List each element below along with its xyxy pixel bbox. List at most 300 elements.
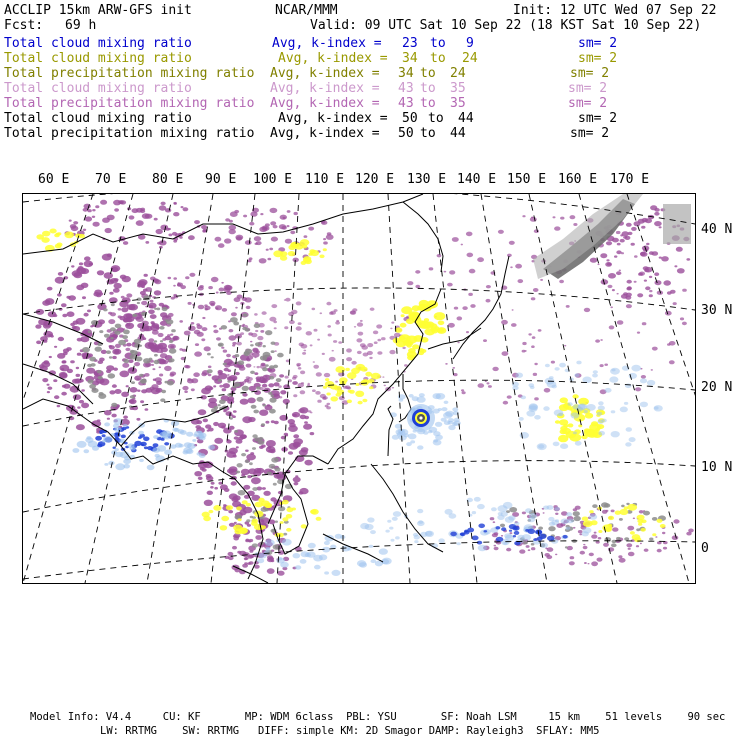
cloud-blob [134, 339, 141, 344]
cloud-blob [425, 531, 434, 537]
cloud-blob [640, 543, 642, 544]
cloud-blob [223, 383, 230, 388]
cloud-blob [121, 435, 126, 439]
cloud-blob [159, 366, 162, 368]
cloud-blob [84, 313, 89, 317]
cloud-blob [121, 296, 125, 299]
cloud-blob [657, 549, 662, 553]
cloud-blob [612, 527, 618, 531]
cloud-blob [303, 257, 311, 262]
cloud-blob [466, 232, 473, 237]
cloud-blob [145, 408, 149, 411]
cloud-blob [369, 386, 373, 389]
cloud-blob [199, 453, 206, 458]
cloud-blob [490, 517, 495, 520]
cloud-blob [243, 485, 250, 490]
cloud-blob [97, 270, 104, 275]
cloud-blob [391, 322, 394, 324]
cloud-blob [654, 208, 659, 212]
legend-k2: 24 [462, 51, 478, 66]
init-time: Init: 12 UTC Wed 07 Sep 22 [513, 3, 717, 18]
cloud-blob [509, 530, 512, 532]
cloud-blob [93, 222, 100, 227]
cloud-blob [70, 323, 75, 326]
cloud-blob [273, 321, 277, 324]
cloud-blob [299, 449, 308, 455]
cloud-blob [627, 504, 637, 511]
cloud-blob [221, 282, 224, 284]
cloud-blob [229, 329, 234, 332]
cloud-blob [123, 330, 130, 335]
cloud-blob [171, 329, 176, 332]
cloud-blob [252, 516, 256, 519]
cloud-blob [410, 440, 415, 443]
cloud-blob [208, 428, 214, 432]
cloud-blob [332, 570, 341, 576]
cloud-blob [83, 229, 86, 231]
cloud-blob [607, 263, 611, 266]
legend-k1: 50 [402, 111, 418, 126]
cloud-blob [76, 424, 85, 430]
cloud-blob [293, 477, 301, 483]
cloud-blob [620, 239, 625, 243]
cloud-blob [42, 378, 48, 382]
cloud-blob [287, 210, 291, 213]
cloud-blob [141, 301, 147, 305]
cloud-blob [153, 435, 159, 439]
cloud-blob [686, 258, 690, 261]
cloud-blob [568, 423, 574, 427]
cloud-blob [358, 401, 363, 405]
cloud-blob [575, 506, 581, 510]
cloud-blob [259, 410, 268, 416]
cloud-blob [400, 323, 407, 328]
cloud-blob [144, 274, 148, 277]
cloud-blob [154, 340, 157, 342]
cloud-blob [275, 521, 278, 523]
cloud-blob [219, 385, 223, 388]
cloud-blob [282, 517, 288, 521]
cloud-blob [265, 503, 272, 508]
cloud-blob [560, 443, 568, 449]
cloud-blob [674, 265, 677, 267]
cloud-blob [573, 404, 581, 409]
cloud-blob [456, 542, 460, 545]
cloud-blob [256, 386, 261, 389]
cloud-blob [139, 374, 143, 377]
coastline [403, 202, 443, 272]
lon-label: 100 E [253, 172, 293, 187]
cloud-blob [573, 527, 576, 529]
cloud-blob [81, 283, 89, 288]
legend-field: Total cloud mixing ratio [4, 81, 192, 96]
cloud-blob [602, 510, 608, 514]
cloud-blob [78, 266, 84, 270]
cloud-blob [298, 409, 305, 414]
cloud-blob [118, 340, 126, 346]
legend-sm: sm= 2 [578, 51, 618, 66]
cloud-blob [554, 226, 560, 230]
cloud-blob [424, 318, 429, 322]
cloud-blob [58, 337, 64, 341]
legend-sm: sm= 2 [578, 111, 618, 126]
cloud-blob [682, 322, 687, 326]
cloud-blob [549, 522, 555, 526]
cloud-blob [95, 436, 102, 441]
cloud-blob [255, 342, 261, 346]
cloud-blob [486, 299, 491, 303]
cloud-blob [663, 547, 667, 550]
cloud-blob [160, 351, 163, 353]
cloud-blob [250, 341, 252, 343]
cloud-blob [310, 432, 315, 435]
legend-k2: 35 [450, 81, 466, 96]
cloud-blob [160, 340, 163, 342]
cloud-blob [315, 391, 320, 395]
cloud-blob [477, 257, 484, 262]
cloud-blob [168, 234, 172, 237]
cloud-blob [512, 526, 519, 531]
legend-avg: Avg, k-index = [270, 66, 380, 81]
cloud-blob [462, 306, 467, 310]
cloud-blob [532, 336, 536, 339]
cloud-blob [461, 244, 463, 246]
cloud-blob [568, 402, 573, 406]
cloud-blob [147, 465, 155, 471]
cloud-blob [555, 367, 560, 371]
cloud-blob [227, 396, 234, 401]
cloud-blob [399, 399, 404, 402]
legend-k1: 23 [402, 36, 418, 51]
cloud-blob [534, 415, 541, 420]
cloud-blob [580, 551, 585, 555]
cloud-blob [520, 432, 529, 439]
cloud-blob [452, 407, 458, 411]
cloud-blob [198, 286, 204, 290]
cloud-blob [277, 571, 284, 576]
cloud-blob [246, 519, 250, 522]
cloud-blob [316, 372, 322, 376]
cloud-blob [443, 412, 453, 419]
cloud-blob [218, 373, 227, 379]
cloud-blob [265, 509, 269, 512]
cloud-blob [169, 340, 173, 343]
legend-avg: Avg, k-index = [278, 111, 388, 126]
cloud-blob [288, 251, 296, 256]
cloud-blob [642, 218, 648, 222]
cloud-blob [669, 341, 676, 346]
cloud-blob [97, 419, 101, 421]
cloud-blob [590, 258, 598, 263]
cloud-blob [559, 280, 564, 283]
cloud-blob [249, 257, 253, 260]
cloud-blob [633, 518, 635, 520]
cloud-blob [108, 319, 115, 324]
cloud-blob [255, 330, 258, 332]
cloud-blob [282, 539, 292, 546]
legend-avg: Avg, k-index = [270, 126, 380, 141]
cloud-blob [213, 325, 217, 328]
cloud-blob [301, 524, 307, 528]
cloud-blob [118, 315, 122, 318]
lon-label: 90 E [205, 172, 237, 187]
cloud-blob [171, 297, 175, 300]
cloud-blob [99, 378, 109, 385]
cloud-blob [263, 352, 271, 357]
cloud-blob [244, 562, 248, 564]
cloud-blob [326, 302, 331, 306]
cloud-blob [407, 344, 412, 348]
cloud-blob [610, 306, 613, 308]
cloud-blob [592, 504, 597, 508]
cloud-blob [154, 354, 158, 357]
cloud-blob [512, 309, 514, 310]
cloud-blob [156, 229, 163, 234]
cloud-blob [563, 424, 568, 428]
map-canvas [23, 194, 695, 583]
cloud-blob [522, 512, 526, 515]
cloud-blob [513, 535, 516, 537]
cloud-blob [327, 232, 332, 235]
cloud-blob [247, 359, 251, 362]
cloud-blob [202, 317, 205, 319]
cloud-blob [588, 563, 590, 564]
cloud-blob [563, 535, 568, 539]
cloud-blob [586, 404, 596, 411]
cloud-blob [496, 537, 504, 542]
cloud-blob [300, 559, 307, 564]
cloud-blob [208, 286, 213, 289]
cloud-blob [672, 535, 679, 540]
cloud-blob [608, 285, 613, 288]
cloud-blob [179, 320, 183, 323]
cloud-blob [227, 380, 230, 382]
cloud-blob [645, 286, 650, 290]
cloud-blob [99, 330, 103, 333]
cloud-blob [84, 256, 91, 261]
legend-field: Total cloud mixing ratio [4, 51, 192, 66]
cloud-blob [445, 363, 448, 365]
cloud-blob [310, 510, 316, 514]
cloud-blob [369, 357, 372, 359]
cloud-blob [619, 558, 626, 563]
cloud-blob [570, 215, 576, 219]
cloud-blob [303, 424, 312, 430]
cloud-blob [284, 326, 288, 329]
map-panel [22, 193, 696, 584]
cloud-blob [631, 365, 641, 372]
cloud-blob [624, 402, 628, 405]
cloud-blob [236, 446, 239, 448]
cloud-blob [429, 267, 434, 270]
cloud-blob [198, 409, 207, 415]
lat-label: 30 N [701, 303, 733, 318]
cloud-blob [181, 206, 184, 208]
cloud-blob [494, 545, 497, 547]
cloud-blob [279, 374, 284, 377]
legend-avg: Avg, k-index = [278, 51, 388, 66]
cloud-blob [130, 395, 135, 399]
cloud-blob [247, 398, 255, 404]
cloud-blob [158, 333, 164, 337]
cloud-blob [560, 397, 568, 403]
cloud-blob [601, 502, 609, 507]
cloud-blob [137, 298, 142, 301]
cloud-blob [170, 334, 173, 336]
cloud-blob [445, 509, 453, 515]
cloud-blob [501, 320, 508, 325]
cloud-blob [571, 412, 580, 418]
cloud-blob [268, 383, 274, 387]
cloud-blob [304, 416, 309, 419]
cloud-blob [454, 307, 458, 310]
cloud-blob [343, 386, 348, 389]
legend-k2: 44 [450, 126, 466, 141]
cloud-blob [111, 267, 118, 272]
cloud-blob [258, 498, 264, 503]
cloud-blob [61, 392, 67, 396]
cloud-blob [387, 520, 391, 523]
cloud-blob [229, 220, 233, 223]
cloud-blob [87, 310, 91, 313]
cloud-blob [448, 323, 455, 328]
cloud-blob [362, 399, 367, 402]
cloud-blob [77, 353, 82, 356]
cloud-blob [126, 318, 132, 322]
cloud-blob [182, 386, 188, 390]
cloud-blob [533, 538, 537, 541]
cloud-blob [256, 379, 260, 382]
cloud-blob [268, 392, 272, 395]
cloud-blob [106, 350, 111, 354]
cloud-blob [519, 549, 525, 553]
cloud-blob [265, 376, 267, 378]
cloud-blob [223, 363, 227, 366]
cloud-blob [174, 203, 177, 205]
cloud-blob [187, 379, 194, 384]
cloud-blob [289, 423, 296, 428]
cloud-blob [273, 225, 278, 228]
cloud-blob [267, 555, 273, 559]
cloud-blob [151, 321, 155, 324]
forecast-label: Fcst: [4, 18, 44, 33]
cloud-blob [313, 361, 315, 363]
cloud-blob [357, 351, 362, 354]
cloud-blob [260, 330, 264, 333]
cloud-blob [221, 325, 227, 329]
storm-eye [419, 416, 422, 419]
cloud-blob [394, 333, 401, 338]
cloud-blob [252, 348, 258, 352]
cloud-blob [278, 385, 282, 388]
cloud-blob [523, 541, 528, 544]
cloud-blob [548, 526, 555, 531]
coastline [371, 464, 443, 552]
cloud-blob [265, 364, 269, 367]
cloud-blob [317, 400, 321, 403]
cloud-blob [486, 285, 491, 288]
cloud-blob [247, 377, 253, 381]
cloud-blob [145, 214, 153, 219]
cloud-blob [159, 326, 164, 330]
cloud-blob [134, 362, 140, 366]
cloud-blob [144, 446, 148, 449]
cloud-blob [292, 381, 298, 385]
cloud-blob [302, 352, 306, 355]
cloud-blob [334, 386, 341, 391]
cloud-blob [144, 373, 149, 377]
cloud-blob [293, 258, 299, 263]
cloud-blob [371, 559, 377, 563]
cloud-blob [355, 391, 364, 397]
cloud-blob [269, 376, 274, 380]
cloud-blob [262, 225, 270, 231]
cloud-blob [205, 308, 208, 310]
cloud-blob [673, 519, 679, 523]
cloud-blob [210, 486, 214, 489]
cloud-blob [95, 347, 102, 352]
cloud-blob [246, 306, 251, 309]
cloud-blob [506, 548, 511, 552]
cloud-blob [35, 324, 41, 328]
cloud-blob [609, 376, 618, 382]
cloud-blob [104, 334, 110, 338]
cloud-blob [629, 437, 636, 442]
cloud-blob [412, 344, 419, 349]
cloud-blob [216, 292, 219, 294]
tropical-cyclone [407, 404, 435, 432]
cloud-blob [319, 255, 324, 259]
cloud-blob [137, 390, 140, 392]
cloud-blob [203, 419, 208, 423]
cloud-blob [529, 513, 537, 519]
cloud-blob [202, 230, 206, 233]
cloud-blob [552, 385, 557, 389]
cloud-blob [218, 379, 222, 382]
cloud-blob [533, 373, 537, 376]
cloud-blob [300, 239, 310, 246]
cloud-blob [611, 410, 616, 413]
cloud-blob [609, 325, 615, 329]
legend-k1: 34 [402, 51, 418, 66]
cloud-blob [262, 311, 267, 315]
cloud-blob [193, 372, 200, 377]
cloud-blob [162, 338, 166, 341]
cloud-blob [109, 345, 115, 349]
cloud-blob [408, 433, 417, 439]
cloud-blob [361, 345, 368, 350]
cloud-blob [643, 511, 650, 516]
cloud-blob [126, 293, 132, 297]
cloud-blob [444, 271, 447, 273]
cloud-blob [632, 534, 641, 540]
cloud-blob [287, 225, 290, 227]
cloud-blob [42, 231, 50, 237]
cloud-blob [515, 264, 522, 269]
cloud-blob [148, 310, 155, 315]
cloud-blob [597, 424, 604, 429]
cloud-blob [95, 205, 99, 208]
cloud-blob [466, 331, 469, 333]
cloud-blob [258, 440, 265, 445]
cloud-blob [137, 302, 140, 304]
cloud-blob [112, 356, 117, 359]
cloud-blob [652, 251, 659, 256]
cloud-blob [130, 446, 136, 450]
cloud-blob [123, 359, 129, 363]
cloud-blob [310, 412, 312, 414]
cloud-blob [555, 420, 560, 424]
